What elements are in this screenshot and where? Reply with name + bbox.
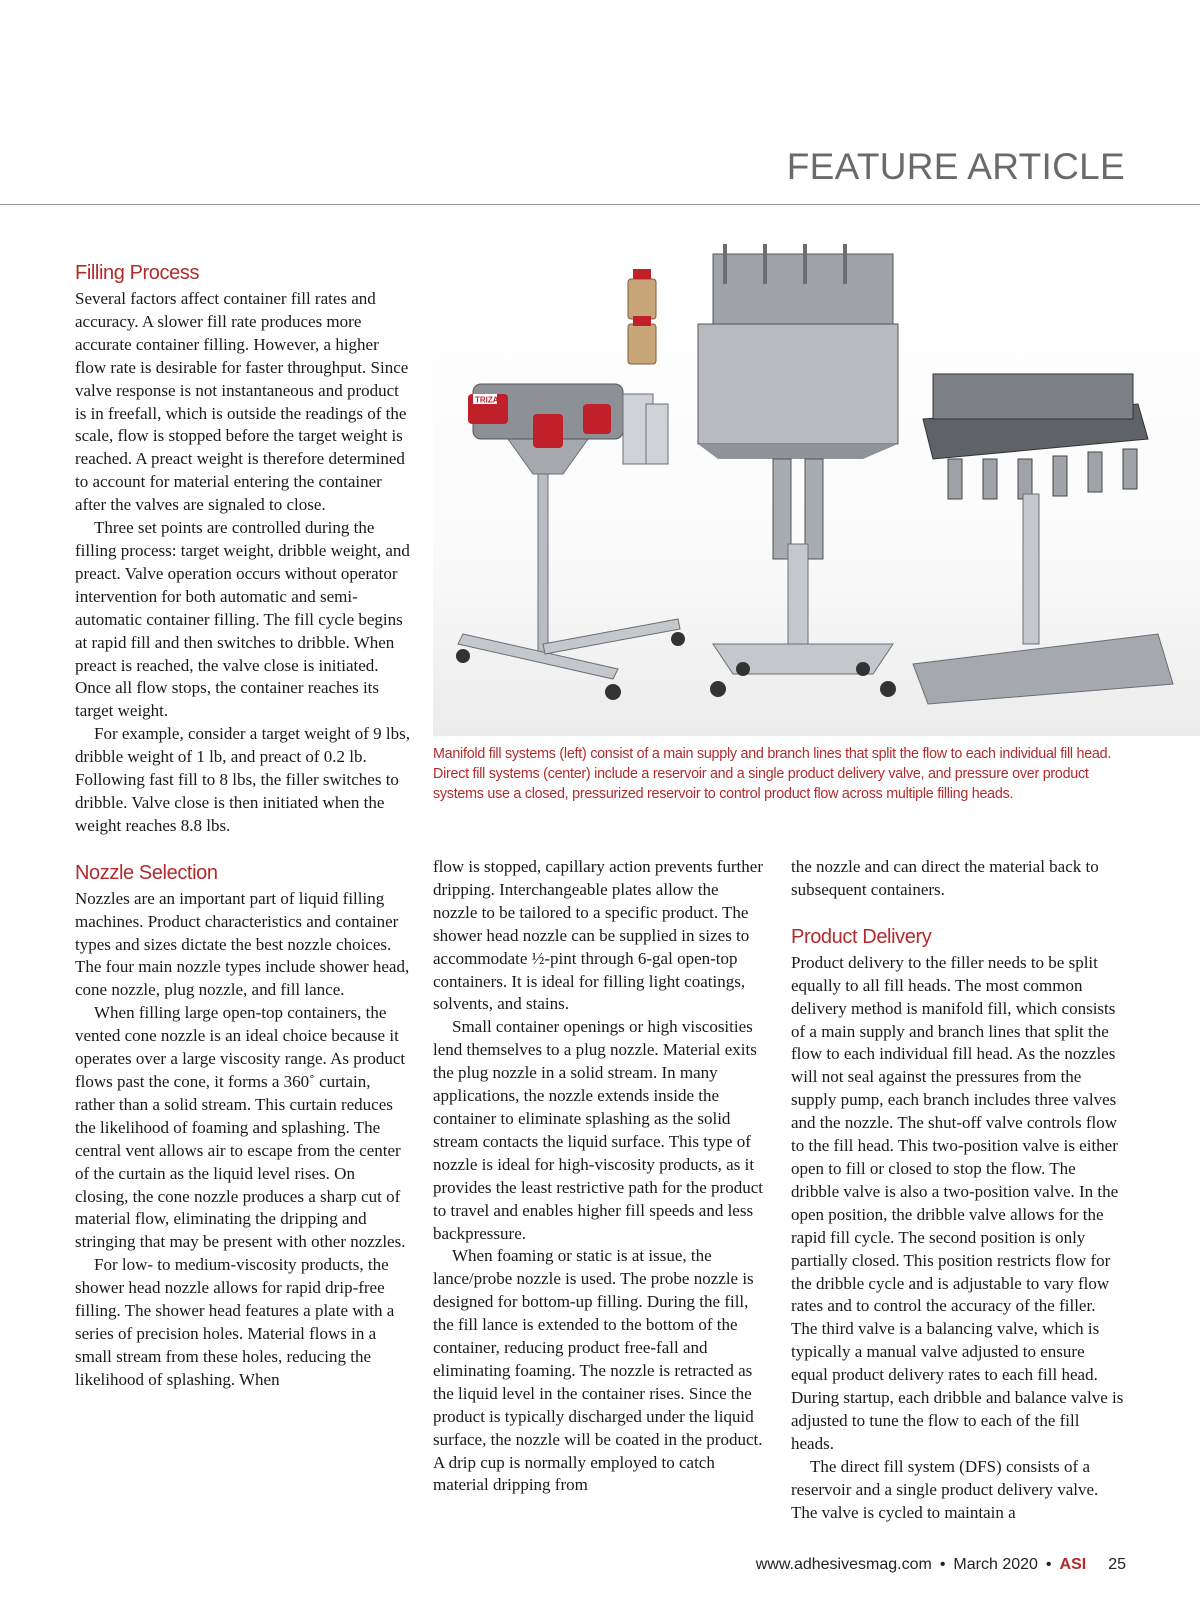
footer-brand: ASI	[1059, 1556, 1087, 1573]
section-label: FEATURE ARTICLE	[786, 146, 1125, 187]
manifold-fill-machine	[456, 384, 685, 700]
pressure-over-product-machine	[913, 374, 1173, 704]
machine-badge-text: TRIZA	[475, 395, 499, 405]
column-2	[433, 856, 767, 1497]
paragraph: Nozzles are an important part of liquid filling machines. Product characteristics and container types and sizes dictate the best nozzle choices. The four main nozzle types include shower head, cone nozzle, plug nozzle, and fill lance.	[75, 888, 410, 1000]
footer-website: www.adhesivesmag.com	[755, 1556, 932, 1573]
footer-separator: •	[1045, 1556, 1052, 1573]
paragraph: The direct fill system (DFS) consists of a reservoir and a single product delivery valve. The valve is cycled to maintain a	[791, 1456, 1099, 1522]
paragraph: flow is stopped, capillary action prevents further dripping. Interchangeable plates allow the nozzle to be tailored to a specific product. The shower head nozzle can be supplied in sizes to accommodate ½-pint through 6-gal open-top containers. It is ideal for filling light coatings, solvents, and stains.	[433, 857, 763, 1014]
paragraph: When foaming or static is at issue, the lance/probe nozzle is used. The probe nozzle is designed for bottom-up filling. During the fill, the fill lance is extended to the bottom of the container, reducing product free-fall and eliminating foaming. The nozzle is retracted as the liquid level in the container rises. Since the product is typically discharged under the liquid surface, the nozzle will be coated in the product. A drip cup is normally employed to catch material dripping from	[433, 1246, 763, 1495]
filler-machines-photo	[433, 244, 1200, 736]
figure-caption: Manifold fill systems (left) consist of a main supply and branch lines that split the flow to each individual fill head. Direct fill systems (center) include a reservoir and a single product delivery valve, and pressure over product systems use a closed, pressurized reservoir to control product flow across multiple filling heads.	[433, 746, 1112, 802]
paragraph: Product delivery to the filler needs to be split equally to all fill heads. The most common delivery method is manifold fill, which consists of a main supply and branch lines that split the flow to each individual fill head. As the nozzles will not seal against the pressures from the supply pump, each branch includes three valves and the nozzle. The shut-off valve controls flow to the fill head. This two-position valve is either open to fill or closed to stop the flow. The dribble valve is also a two-position valve. In the open position, the dribble valve allows for the rapid fill cycle. The second position is only partially closed. This position restricts flow for the dribble cycle and is adjustable to vary flow rates and to control the accuracy of the filler. The third valve is a balancing valve, which is typically a manual valve adjusted to ensure equal product delivery rates to each fill head. During startup, each dribble and balance valve is adjusted to tune the flow to each of the fill heads.	[791, 952, 1124, 1453]
paragraph: the nozzle and can direct the material back to subsequent containers.	[791, 857, 1099, 899]
header-rule	[0, 204, 1200, 205]
footer-issue: March 2020	[953, 1556, 1038, 1573]
paragraph: For example, consider a target weight of 9 lbs, dribble weight of 1 lb, and preact of 0.2 lb. Following fast fill to 8 lbs, the filler switches to dribble. Valve close is then initiated when the weight reaches 8.8 lbs.	[75, 724, 410, 835]
paragraph: Small container openings or high viscosities lend themselves to a plug nozzle. Material exits the plug nozzle in a solid stream. In many applications, the nozzle extends inside the container to eliminate splashing as the solid stream contacts the liquid surface. This type of nozzle is ideal for high-viscosity products, as it provides the least restrictive path for the product to travel and enables higher fill speeds and less backpressure.	[433, 1017, 763, 1243]
heading-filling-process: Filling Process	[75, 262, 200, 284]
column-1	[75, 260, 410, 1392]
page-number: 25	[1108, 1556, 1126, 1573]
heading-product-delivery: Product Delivery	[791, 925, 932, 948]
paragraph: Three set points are controlled during the filling process: target weight, dribble weight, and preact. Valve operation occurs without operator intervention for both automatic and semi-automatic container filling. The fill cycle begins at rapid fill and then switches to dribble. When preact is reached, the valve close is initiated. Once all flow stops, the container reaches its target weight.	[75, 518, 410, 721]
column-3	[791, 856, 1125, 1524]
paragraph: Several factors affect container fill rates and accuracy. A slower fill rate produces more accurate container filling. However, a higher flow rate is desirable for faster throughput. Since valve response is not instantaneous and product is in freefall, which is outside the readings of the scale, flow is stopped before the target weight is reached. A preact weight is therefore determined to account for material entering the container after the valves are signaled to close.	[75, 289, 409, 515]
paragraph: When filling large open-top containers, the vented cone nozzle is an ideal choice because it operates over a large viscosity range. As product flows past the cone, it forms a 360˚ curtain, rather than a solid stream. This curtain reduces the likelihood of foaming and splashing. The central vent allows air to escape from the center of the curtain as the liquid level rises. On closing, the cone nozzle produces a sharp cut of material flow, eliminating the dripping and stringing that may be present with other nozzles.	[75, 1003, 406, 1252]
page-footer	[756, 1556, 1126, 1574]
heading-nozzle-selection: Nozzle Selection	[75, 861, 218, 884]
footer-separator: •	[939, 1556, 946, 1573]
paragraph: For low- to medium-viscosity products, the shower head nozzle allows for rapid drip-free filling. The shower head features a plate with a series of precision holes. Material flows in a small stream from these holes, reducing the likelihood of splashing. When	[75, 1255, 395, 1389]
